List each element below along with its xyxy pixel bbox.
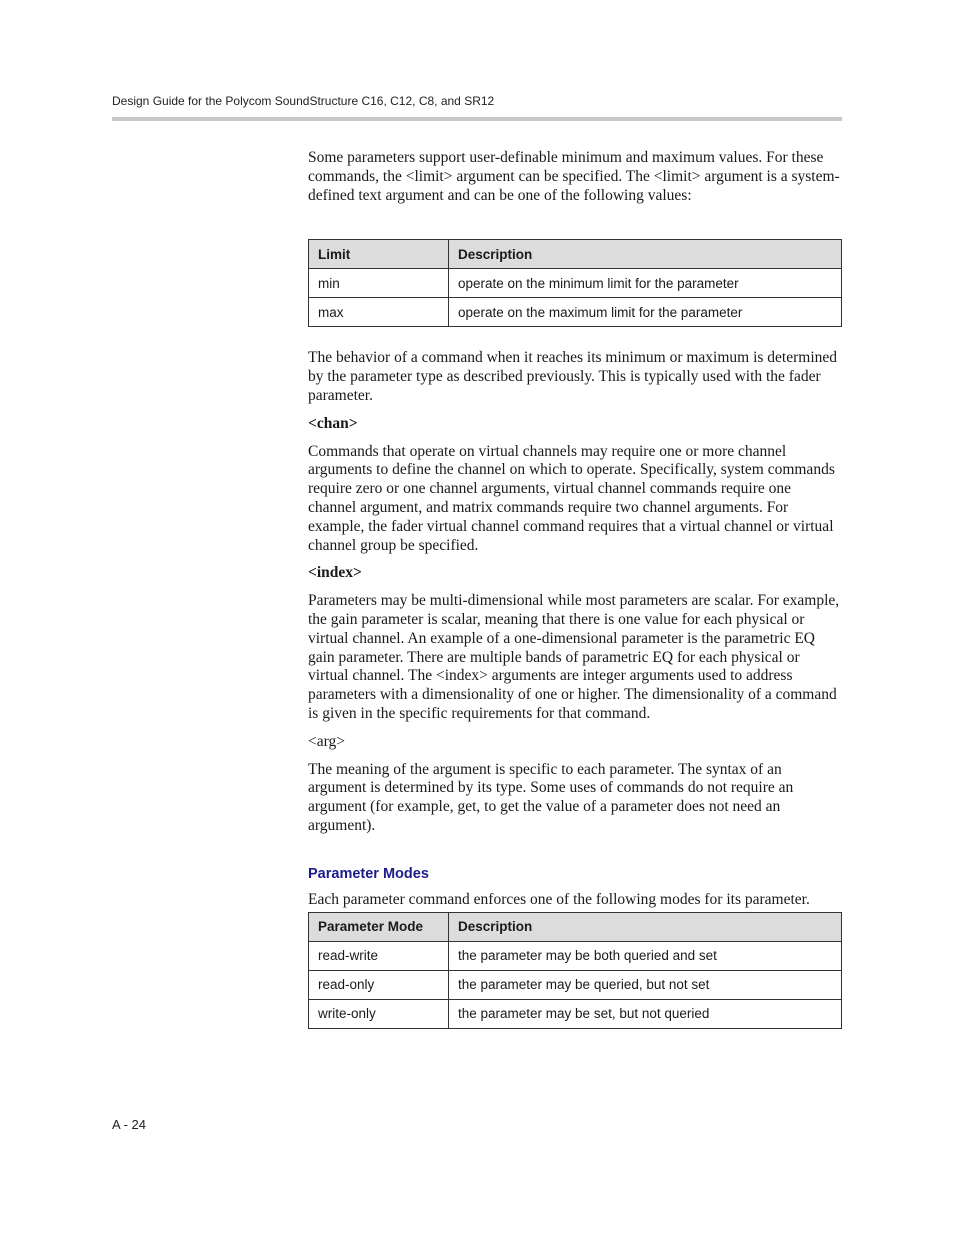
mode-table [308, 912, 842, 1029]
table-cell: operate on the minimum limit for the parameter [449, 269, 842, 298]
table-header-row [309, 240, 842, 269]
behavior-paragraph: The behavior of a command when it reaches its minimum or maximum is determined by the parameter type as described previously. This is typically used with the fader parameter. [308, 349, 838, 404]
table-header-cell: Parameter Mode [309, 912, 449, 941]
table-header-cell: Limit [309, 240, 449, 269]
header-rule [112, 117, 842, 121]
arg-heading: <arg> [308, 732, 345, 750]
page-number: A - 24 [112, 1117, 146, 1132]
table-cell: read-only [309, 970, 449, 999]
table-cell: the parameter may be both queried and set [449, 941, 842, 970]
chan-heading: <chan> [308, 414, 358, 432]
table-cell: write-only [309, 999, 449, 1028]
table-row [309, 269, 842, 298]
table-row [309, 298, 842, 327]
table-row [309, 941, 842, 970]
table-cell: operate on the maximum limit for the parameter [449, 298, 842, 327]
table-row [309, 970, 842, 999]
table-cell: read-write [309, 941, 449, 970]
modes-intro-paragraph: Each parameter command enforces one of the following modes for its parameter. [308, 890, 810, 908]
table-cell: min [309, 269, 449, 298]
table-header-row [309, 912, 842, 941]
table-cell: the parameter may be queried, but not set [449, 970, 842, 999]
table-row [309, 999, 842, 1028]
chan-paragraph: Commands that operate on virtual channels may require one or more channel arguments to define the channel on which to operate. Specifically, system commands require zero or one channel arguments, virtual channel commands require one channel argument, and matrix commands require two channel arguments. For example, the fader virtual channel command requires that a virtual channel or virtual channel group be specified. [308, 442, 835, 554]
limit-table [308, 239, 842, 327]
index-paragraph: Parameters may be multi-dimensional while most parameters are scalar. For example, the gain parameter is scalar, meaning that there is one value for each physical or virtual channel. An example of a one-dimensional parameter is the parametric EQ gain parameter. There are multiple bands of parametric EQ for each physical or virtual channel. The <index> arguments are integer arguments used to address parameters with a dimensionality of one or higher. The dimensionality of a command is given in the specific requirements for that command. [308, 592, 840, 722]
table-header-cell: Description [449, 240, 842, 269]
table-header-cell: Description [449, 912, 842, 941]
table-cell: the parameter may be set, but not queried [449, 999, 842, 1028]
section-title-parameter-modes: Parameter Modes [308, 865, 429, 882]
main-content [308, 149, 842, 1029]
table-cell: max [309, 298, 449, 327]
arg-paragraph: The meaning of the argument is specific to each parameter. The syntax of an argument is determined by its type. Some uses of commands do not require an argument (for example, get, to get the value of a parameter does not need an argument). [308, 760, 794, 834]
running-header: Design Guide for the Polycom SoundStructure C16, C12, C8, and SR12 [112, 94, 495, 108]
index-heading: <index> [308, 564, 362, 582]
intro-paragraph: Some parameters support user-definable minimum and maximum values. For these commands, the <limit> argument can be specified. The <limit> argument is a system-defined text argument and can be one of the following values: [308, 149, 840, 204]
